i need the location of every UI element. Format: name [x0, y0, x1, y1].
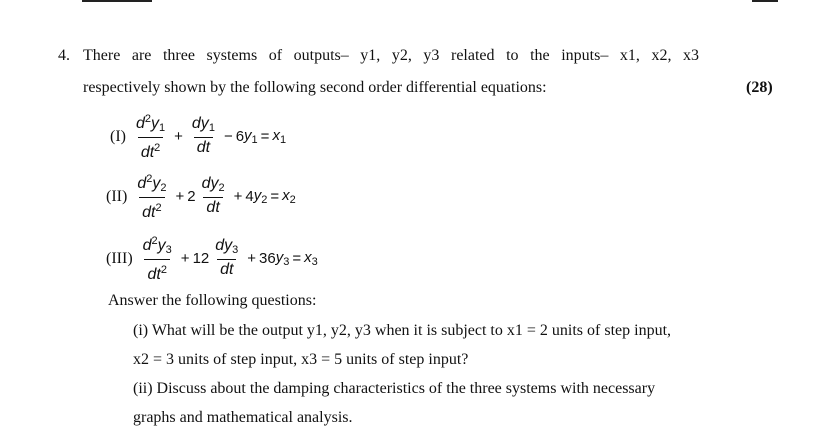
- question-intro-line-2: respectively shown by the following second order differential equations:: [83, 79, 547, 96]
- second-derivative: $\frac{d^2y_3}{dt^2}$: [142, 235, 172, 283]
- first-derivative: $\frac{dy_2}{dt}$: [201, 175, 225, 216]
- question-number: 4.: [58, 47, 70, 64]
- sub-question-i-line-2: x2 = 3 units of step input, x3 = 5 units of step input?: [133, 351, 469, 368]
- sub-question-i-line-1: (i) What will be the output y1, y2, y3 when it is subject to x1 = 2 units of step input,: [133, 322, 672, 339]
- answer-prompt: Answer the following questions:: [108, 292, 317, 309]
- question-intro-line-1: There are three systems of outputs– y1, y2, y3 related to the inputs– x1, x2, x3: [83, 47, 699, 64]
- second-derivative: $\frac{d^2y_2}{dt^2}$: [137, 173, 167, 221]
- equation-label: (I): [110, 127, 126, 145]
- equation-label: (III): [106, 249, 133, 267]
- first-derivative: $\frac{dy_3}{dt}$: [215, 237, 239, 278]
- sub-question-ii-line-2: graphs and mathematical analysis.: [133, 409, 353, 426]
- sub-question-ii-line-1: (ii) Discuss about the damping characteristics of the three systems with necessary: [133, 380, 656, 397]
- first-derivative: $\frac{dy_1}{dt}$: [191, 115, 215, 156]
- cropped-text-fragment: [82, 0, 152, 2]
- cropped-mark-fragment: [752, 0, 778, 2]
- second-derivative: $\frac{d^2y_1}{dt^2}$: [135, 113, 166, 161]
- marks: (28): [746, 79, 773, 96]
- equation-3: (III) $\frac{d^2y_3}{dt^2}$ + 12 $\frac{dy_3}{dt}$ + 36 $y_3$ = $x_3$: [106, 232, 318, 285]
- equation-2: (II) $\frac{d^2y_2}{dt^2}$ + 2 $\frac{dy_2}{dt}$ + 4 $y_2$ = $x_2$: [106, 170, 296, 223]
- equation-label: (II): [106, 187, 128, 205]
- equation-1: (I) $\frac{d^2y_1}{dt^2}$ + $\frac{dy_1}{dt}$ − 6 $y_1$ = $x_1$: [110, 110, 286, 163]
